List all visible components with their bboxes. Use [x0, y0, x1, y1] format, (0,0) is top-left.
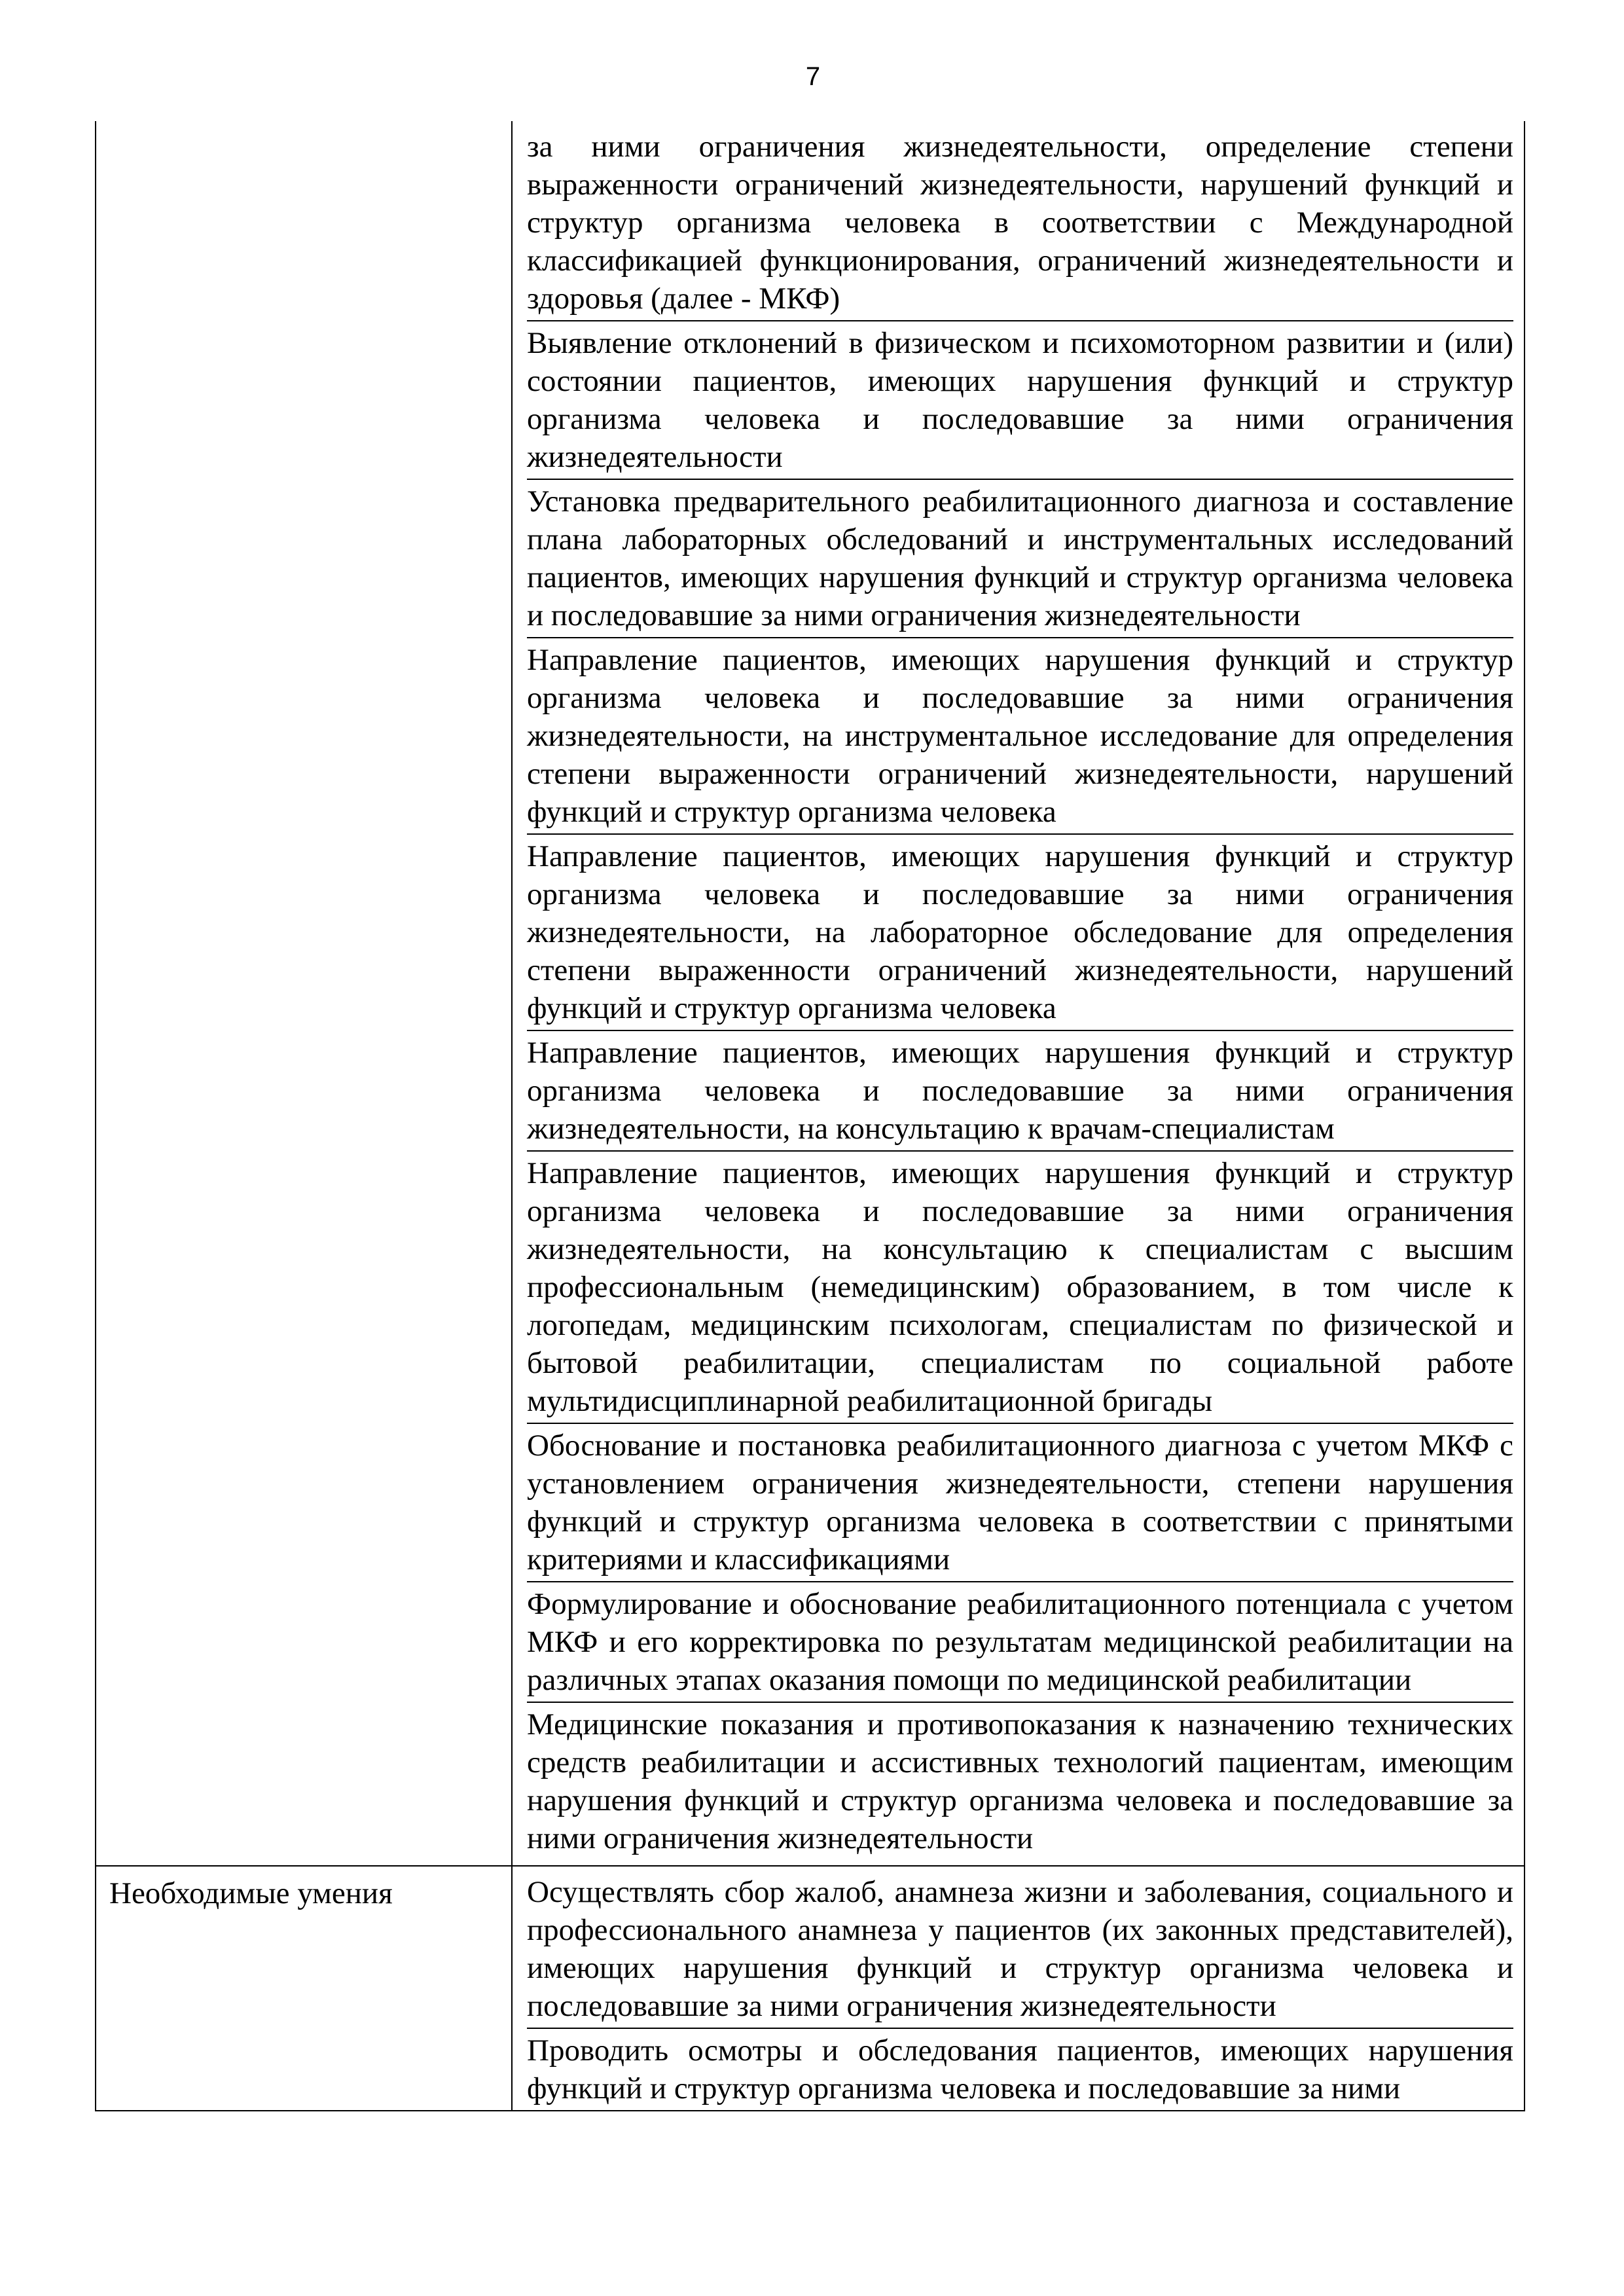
- table-cell-item: Направление пациентов, имеющих нарушения функций и структур организма человека и последовавшие за ними ограничения жизнедеятельности, на инструментальное исследование для определения степени выраженности ограничений жизнедеятельности, нарушений функций и структур организма человека: [527, 637, 1513, 833]
- row-content: [512, 1866, 1525, 2111]
- table-cell-item: за ними ограничения жизнедеятельности, определение степени выраженности ограничений жизнедеятельности, нарушений функций и структур организма человека в соответствии с Международной классификацией функционирования, ограничений жизнедеятельности и здоровья (далее - МКФ): [527, 130, 1513, 316]
- table-cell-item: Направление пациентов, имеющих нарушения функций и структур организма человека и последовавшие за ними ограничения жизнедеятельности, на консультацию к специалистам с высшим профессиональным (немедицинским) образованием, в том числе к логопедам, медицинским психологам, специалистам по физической и бытовой реабилитации, специалистам по социальной работе мультидисциплинарной реабилитационной бригады: [527, 1150, 1513, 1423]
- table-cell-item: Направление пациентов, имеющих нарушения функций и структур организма человека и последовавшие за ними ограничения жизнедеятельности, на консультацию к врачам-специалистам: [527, 1030, 1513, 1150]
- table-cell-item: Выявление отклонений в физическом и психомоторном развитии и (или) состоянии пациентов, имеющих нарушения функций и структур организма человека и последовавшие за ними ограничения жизнедеятельности: [527, 320, 1513, 479]
- table-row-skills: [96, 1866, 1525, 2111]
- row-label-skills: Необходимые умения: [96, 1866, 512, 2111]
- requirements-table: [95, 121, 1525, 2111]
- row-content: [512, 121, 1525, 1866]
- table-cell-item: Медицинские показания и противопоказания к назначению технических средств реабилитации и ассистивных технологий пациентам, имеющим нарушения функций и структур организма человека и последовавшие за ними ограничения жизнедеятельности: [527, 1702, 1513, 1860]
- table-cell-item: Проводить осмотры и обследования пациентов, имеющих нарушения функций и структур организма человека и последовавшие за ними: [527, 2028, 1513, 2110]
- table-cell-item: Формулирование и обоснование реабилитационного потенциала с учетом МКФ и его корректировка по результатам медицинской реабилитации на различных этапах оказания помощи по медицинской реабилитации: [527, 1581, 1513, 1702]
- table-cell-item: Направление пациентов, имеющих нарушения функций и структур организма человека и последовавшие за ними ограничения жизнедеятельности, на лабораторное обследование для определения степени выраженности ограничений жизнедеятельности, нарушений функций и структур организма человека: [527, 833, 1513, 1030]
- page-number: 7: [805, 62, 821, 91]
- row-label-empty: [96, 121, 512, 1866]
- table-row-knowledge: [96, 121, 1525, 1866]
- table-cell-item: Обоснование и постановка реабилитационного диагноза с учетом МКФ с установлением ограничения жизнедеятельности, степени нарушения функций и структур организма человека в соответствии с принятыми критериями и классификациями: [527, 1423, 1513, 1581]
- table-cell-item: Установка предварительного реабилитационного диагноза и составление плана лабораторных обследований и инструментальных исследований пациентов, имеющих нарушения функций и структур организма человека и последовавшие за ними ограничения жизнедеятельности: [527, 479, 1513, 637]
- table-cell-item: Осуществлять сбор жалоб, анамнеза жизни и заболевания, социального и профессионального анамнеза у пациентов (их законных представителей), имеющих нарушения функций и структур организма человека и последовавшие за ними ограничения жизнедеятельности: [527, 1875, 1513, 2023]
- item-stack: [527, 1870, 1513, 2110]
- item-stack: [527, 125, 1513, 1860]
